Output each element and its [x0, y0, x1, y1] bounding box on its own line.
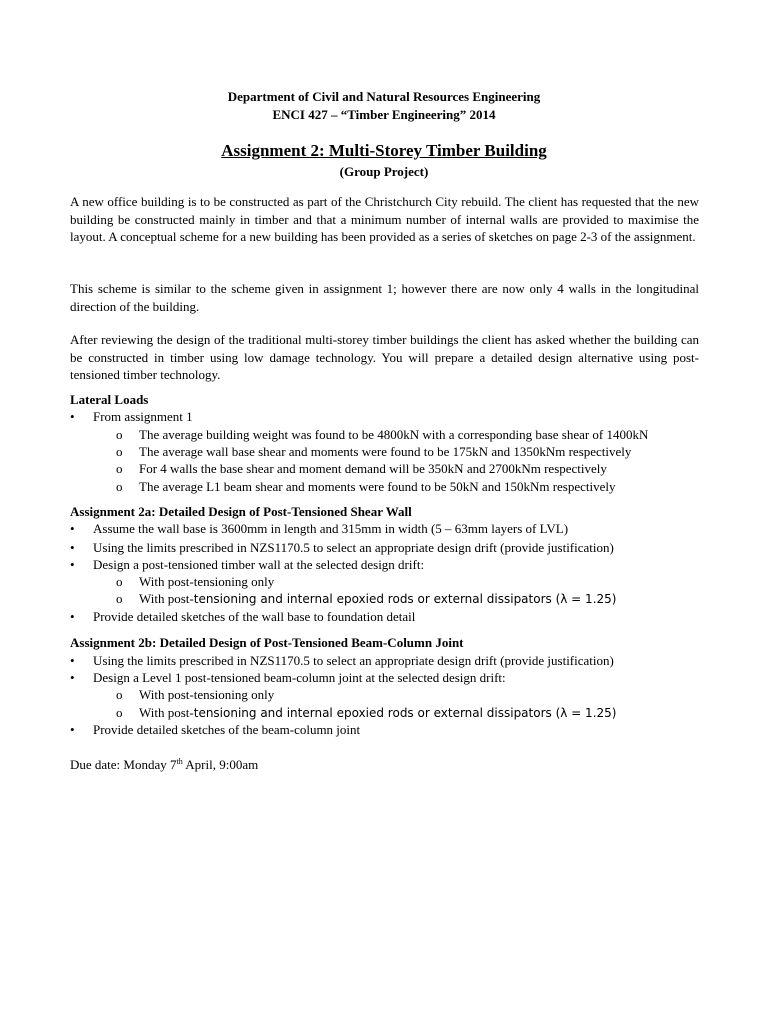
list-item: Provide detailed sketches of the wall base to foundation detail [93, 609, 416, 624]
list-item: Provide detailed sketches of the beam-column joint [93, 722, 361, 737]
sub-bullet-marker: o [116, 427, 123, 442]
course-heading: ENCI 427 – “Timber Engineering” 2014 [272, 107, 496, 122]
list-item: Assume the wall base is 3600mm in length and 315mm in width (5 – 63mm layers of LVL) [93, 521, 569, 536]
list-item [139, 590, 616, 609]
bullet-marker: • [70, 609, 75, 624]
page-title: Assignment 2: Multi-Storey Timber Building [221, 141, 547, 160]
sub-bullet-marker: o [116, 444, 123, 459]
list-item: Design a Level 1 post-tensioned beam-column joint at the selected design drift: [93, 670, 506, 685]
list-item-prefix: With post- [139, 591, 194, 606]
sub-bullet-marker: o [116, 705, 123, 720]
list-item: From assignment 1 [93, 409, 193, 424]
department-heading: Department of Civil and Natural Resources Engineering [227, 89, 541, 104]
list-item [139, 704, 616, 723]
bullet-marker: • [70, 557, 75, 572]
list-item: Using the limits prescribed in NZS1170.5 to select an appropriate design drift (provide justification) [93, 540, 614, 555]
due-date-suffix: April, 9:00am [182, 757, 259, 772]
sub-bullet-marker: o [116, 461, 123, 476]
bullet-marker: • [70, 521, 75, 536]
sub-bullet-marker: o [116, 687, 123, 702]
due-date-ordinal: th [176, 757, 183, 766]
bullet-marker: • [70, 540, 75, 555]
list-item-rest: tensioning and internal epoxied rods or external dissipators (λ = 1.25) [193, 592, 617, 606]
bullet-marker: • [70, 409, 75, 424]
assignment-2a-heading: Assignment 2a: Detailed Design of Post-Tensioned Shear Wall [70, 504, 412, 519]
due-date-prefix: Due date: Monday 7 [70, 757, 177, 772]
list-item: The average building weight was found to be 4800kN with a corresponding base shear of 1400kN [139, 427, 649, 442]
bullet-marker: • [70, 670, 75, 685]
scheme-paragraph: This scheme is similar to the scheme given in assignment 1; however there are now only 4 walls in the longitudinal direction of the building. [70, 281, 699, 314]
list-item: With post-tensioning only [139, 574, 275, 589]
due-date [70, 756, 258, 774]
list-item: For 4 walls the base shear and moment demand will be 350kN and 2700kNm respectively [139, 461, 607, 476]
list-item: The average L1 beam shear and moments were found to be 50kN and 150kNm respectively [139, 479, 616, 494]
list-item-prefix: With post- [139, 705, 194, 720]
sub-bullet-marker: o [116, 574, 123, 589]
page-subtitle: (Group Project) [339, 164, 429, 179]
list-item: Using the limits prescribed in NZS1170.5 to select an appropriate design drift (provide justification) [93, 653, 614, 668]
list-item-rest: tensioning and internal epoxied rods or external dissipators (λ = 1.25) [193, 706, 617, 720]
bullet-marker: • [70, 653, 75, 668]
sub-bullet-marker: o [116, 591, 123, 606]
list-item: The average wall base shear and moments were found to be 175kN and 1350kNm respectively [139, 444, 632, 459]
list-item: With post-tensioning only [139, 687, 275, 702]
assignment-2b-heading: Assignment 2b: Detailed Design of Post-Tensioned Beam-Column Joint [70, 635, 464, 650]
bullet-marker: • [70, 722, 75, 737]
intro-paragraph: A new office building is to be constructed as part of the Christchurch City rebuild. The client has requested that the new building be constructed mainly in timber and that a minimum number of internal walls are provided to maximise the layout. A conceptual scheme for a new building has been provided as a series of sketches on page 2-3 of the assignment. [70, 194, 699, 244]
sub-bullet-marker: o [116, 479, 123, 494]
list-item: Design a post-tensioned timber wall at the selected design drift: [93, 557, 425, 572]
lateral-loads-heading: Lateral Loads [70, 392, 149, 407]
review-paragraph: After reviewing the design of the traditional multi-storey timber buildings the client has asked whether the building can be constructed in timber using low damage technology. You will prepare a detailed design alternative using post-tensioned timber technology. [70, 332, 699, 382]
